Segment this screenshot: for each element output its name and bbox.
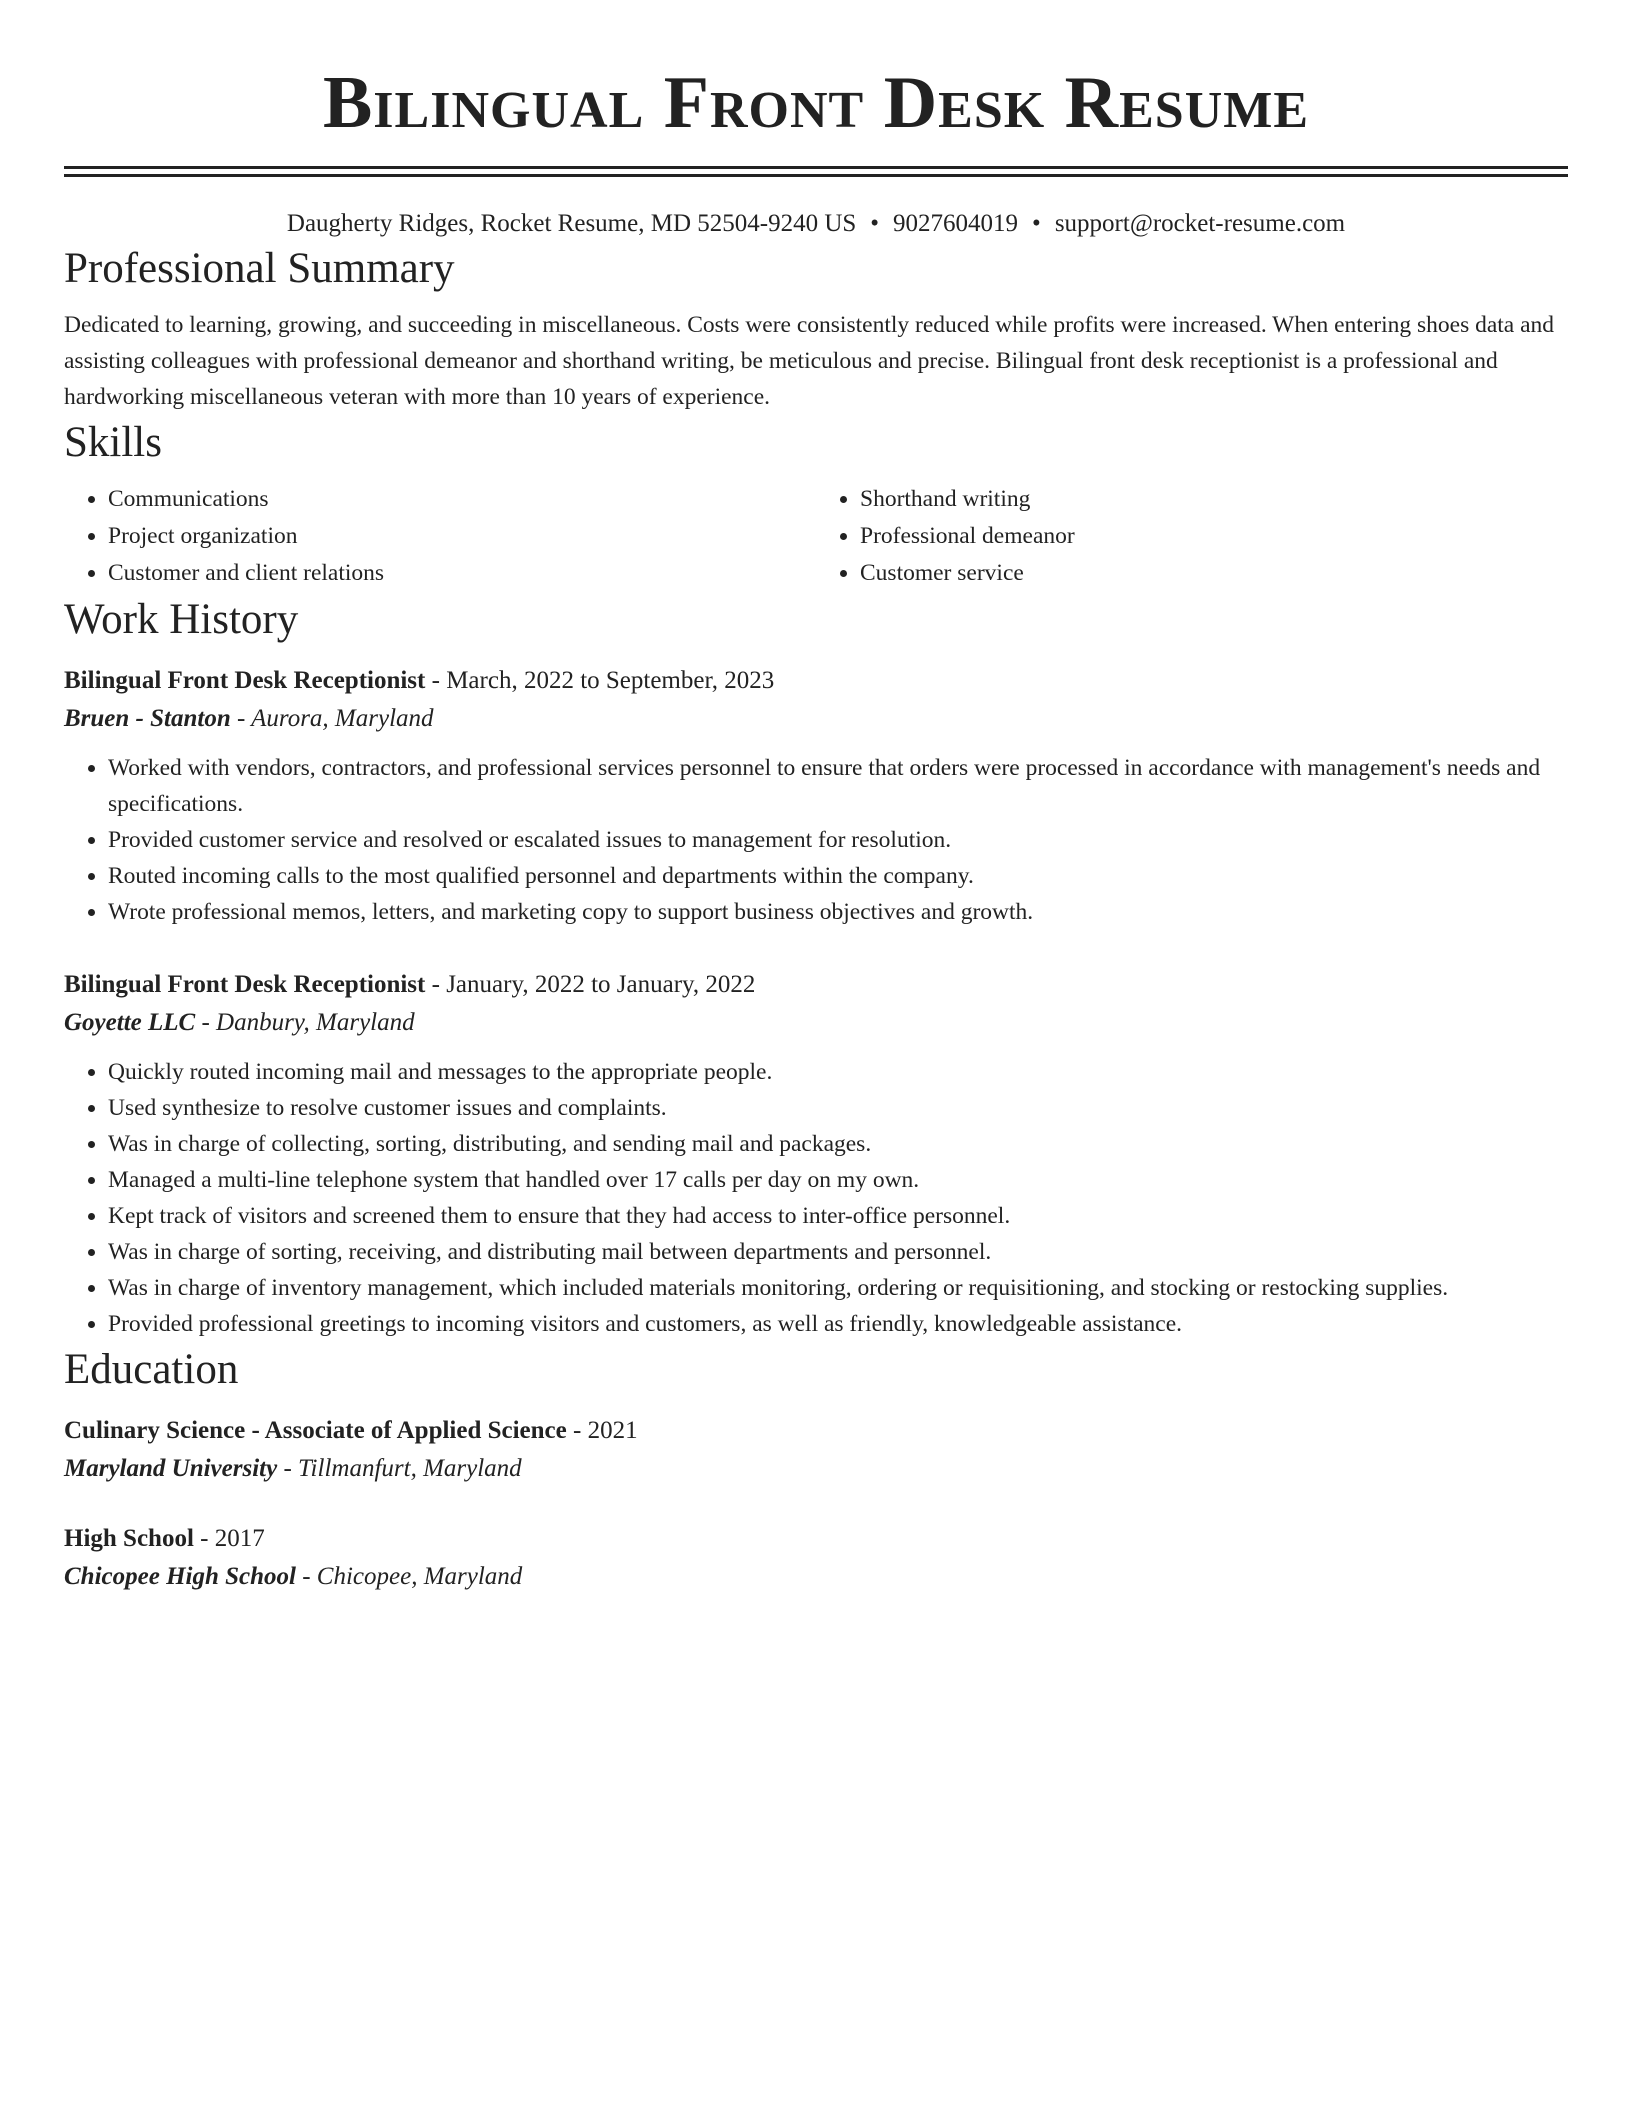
job-location: - Aurora, Maryland [230, 705, 434, 732]
skill-item: • Communications [108, 481, 816, 518]
education-school: Chicopee High School [64, 1563, 296, 1590]
job-title-line [64, 662, 1568, 700]
job-company: Goyette LLC [64, 1009, 196, 1036]
resume-title: Bilingual Front Desk Resume [322, 62, 1310, 144]
job-company-line [64, 700, 1568, 738]
job-bullet: • Provided customer service and resolved or escalated issues to management for resolution. [108, 822, 1568, 858]
job-bullet: • Was in charge of collecting, sorting, distributing, and sending mail and packages. [108, 1126, 1568, 1162]
education-school-line [64, 1450, 1568, 1488]
education-location: - Chicopee, Maryland [295, 1563, 523, 1590]
education-year: - 2021 [566, 1417, 638, 1444]
contact-separator: • [870, 210, 880, 237]
skills-heading: Skills [64, 419, 162, 466]
skills-list [64, 481, 1568, 592]
education-location: - Tillmanfurt, Maryland [277, 1455, 522, 1482]
skills-column-right [816, 481, 1568, 592]
title-double-rule [64, 166, 1568, 177]
job-entry [64, 966, 1568, 1342]
skill-item: • Shorthand writing [860, 481, 1568, 518]
education-degree: Culinary Science - Associate of Applied Science [64, 1417, 567, 1444]
education-degree-line [64, 1520, 1568, 1558]
education-school-line [64, 1558, 1568, 1596]
education-entry [64, 1520, 1568, 1596]
job-bullet: • Routed incoming calls to the most qualified personnel and departments within the company. [108, 858, 1568, 894]
job-bullet: • Was in charge of sorting, receiving, and distributing mail between departments and personnel. [108, 1234, 1568, 1270]
job-bullet: • Quickly routed incoming mail and messages to the appropriate people. [108, 1054, 1568, 1090]
education-school: Maryland University [64, 1455, 278, 1482]
contact-separator: • [1032, 210, 1041, 237]
education-heading: Education [64, 1346, 239, 1393]
job-company-line [64, 1004, 1568, 1042]
job-bullet: • Managed a multi-line telephone system that handled over 17 calls per day on my own. [108, 1162, 1568, 1198]
job-location: - Danbury, Maryland [195, 1009, 415, 1036]
job-company: Bruen - Stanton [64, 705, 231, 732]
job-title-line [64, 966, 1568, 1004]
job-title: Bilingual Front Desk Receptionist [64, 667, 426, 694]
summary-heading: Professional Summary [64, 245, 455, 292]
skill-item: • Customer service [860, 555, 1568, 592]
job-bullet: • Provided professional greetings to incoming visitors and customers, as well as friendly, knowledgeable assistance. [108, 1306, 1568, 1342]
contact-address: Daugherty Ridges, Rocket Resume, MD 52504-9240 US [286, 210, 857, 237]
job-bullet: • Kept track of visitors and screened them to ensure that they had access to inter-office personnel. [108, 1198, 1568, 1234]
job-bullet: • Used synthesize to resolve customer issues and complaints. [108, 1090, 1568, 1126]
job-bullets [64, 750, 1568, 930]
job-entry [64, 662, 1568, 930]
education-entry [64, 1412, 1568, 1488]
education-degree-line [64, 1412, 1568, 1450]
job-bullets [64, 1054, 1568, 1342]
contact-line [64, 207, 1568, 241]
work-history-heading: Work History [64, 596, 299, 643]
summary-text: Dedicated to learning, growing, and succeeding in miscellaneous. Costs were consistently reduced while profits were increased. When entering shoes data and assisting colleagues with professional demeanor and shorthand writing, be meticulous and precise. Bilingual front desk receptionist is a professional and hardworking miscellaneous veteran with more than 10 years of experience. [64, 312, 1555, 410]
contact-phone: 9027604019 [893, 210, 1019, 237]
job-dates: - January, 2022 to January, 2022 [425, 971, 756, 998]
contact-email: support@rocket-resume.com [1054, 210, 1346, 237]
skill-item: • Customer and client relations [108, 555, 816, 592]
skill-item: • Professional demeanor [860, 518, 1568, 555]
job-dates: - March, 2022 to September, 2023 [425, 667, 775, 694]
job-bullet: • Worked with vendors, contractors, and professional services personnel to ensure that orders were processed in accordance with management's needs and specifications. [108, 750, 1568, 822]
skill-item: • Project organization [108, 518, 816, 555]
skills-column-left [64, 481, 816, 592]
job-bullet: • Was in charge of inventory management, which included materials monitoring, ordering or requisitioning, and stocking or restocking supplies. [108, 1270, 1568, 1306]
education-degree: High School [64, 1525, 194, 1552]
job-bullet: • Wrote professional memos, letters, and marketing copy to support business objectives and growth. [108, 894, 1568, 930]
job-title: Bilingual Front Desk Receptionist [64, 971, 426, 998]
education-year: - 2017 [193, 1525, 265, 1552]
